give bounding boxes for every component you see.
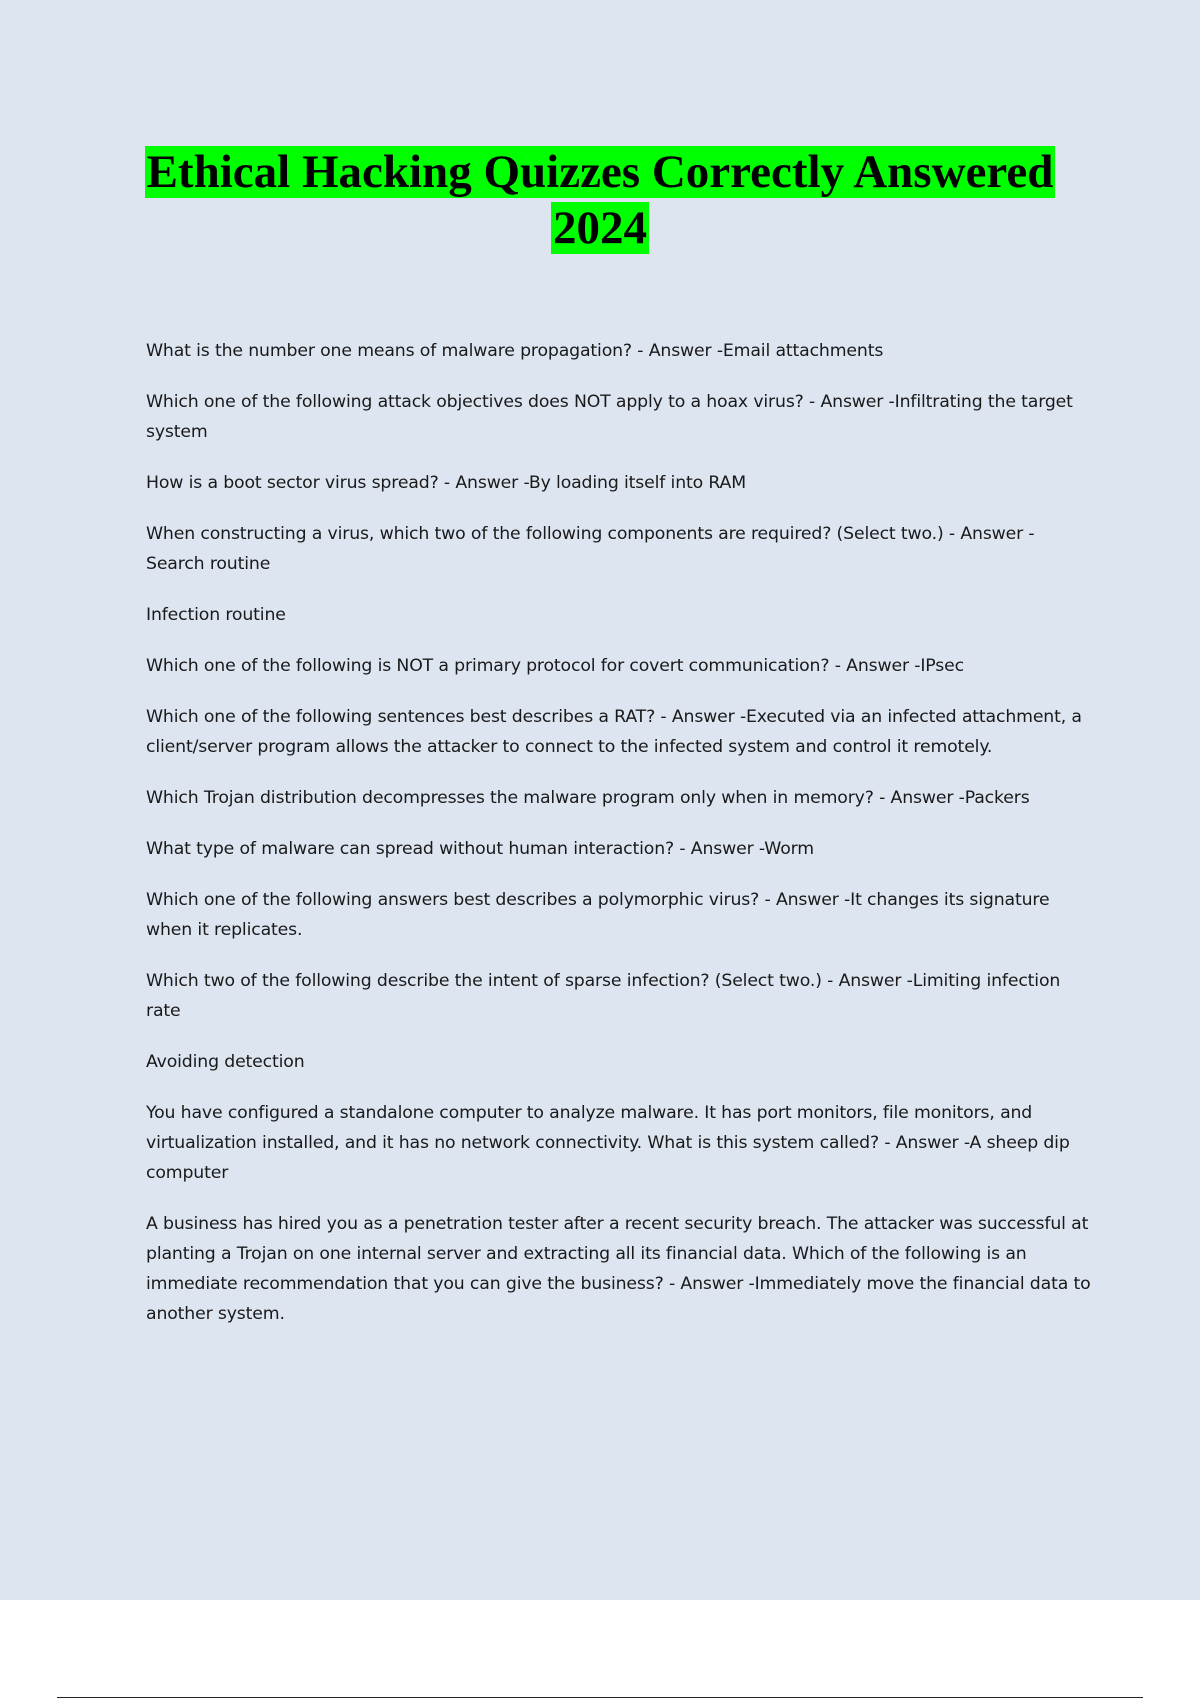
paragraph: What is the number one means of malware propagation? - Answer -Email attachments <box>146 341 884 361</box>
paragraph: You have configured a standalone computer to analyze malware. It has port monitors, file monitors, and virtualization installed, and it has no network connectivity. What is this system called? - Answer -A sheep dip computer <box>146 1103 1070 1183</box>
paragraph: Which one of the following sentences best describes a RAT? - Answer -Executed via an infected attachment, a client/server program allows the attacker to connect to the infected system and control it remotely. <box>146 707 1082 757</box>
title-line-1: Ethical Hacking Quizzes Correctly Answered <box>146 146 1054 198</box>
paragraph: Which two of the following describe the intent of sparse infection? (Select two.) - Answer -Limiting infection rate <box>146 971 1061 1021</box>
paragraph: Infection routine <box>146 605 286 625</box>
paragraph: Which one of the following is NOT a primary protocol for covert communication? - Answer -IPsec <box>146 656 964 676</box>
title-block <box>0 144 1200 256</box>
paragraph: Which Trojan distribution decompresses the malware program only when in memory? - Answer -Packers <box>146 788 1030 808</box>
paragraph: Which one of the following answers best describes a polymorphic virus? - Answer -It changes its signature when it replicates. <box>146 890 1050 940</box>
paragraph: When constructing a virus, which two of the following components are required? (Select two.) - Answer -Search routine <box>146 524 1035 574</box>
paragraph: Which one of the following attack objectives does NOT apply to a hoax virus? - Answer -Infiltrating the target system <box>146 392 1073 442</box>
document-title <box>0 144 1200 256</box>
title-line-2: 2024 <box>553 202 647 254</box>
document-body <box>146 336 1091 1350</box>
footer-divider <box>57 1697 1143 1698</box>
paragraph: Avoiding detection <box>146 1052 305 1072</box>
paragraph: A business has hired you as a penetration tester after a recent security breach. The attacker was successful at planting a Trojan on one internal server and extracting all its financial data. Which of the following is an immediate recommendation that you can give the business? - Answer -Immediately move the financial data to another system. <box>146 1214 1091 1324</box>
paragraph: How is a boot sector virus spread? - Answer -By loading itself into RAM <box>146 473 746 493</box>
paragraph: What type of malware can spread without human interaction? - Answer -Worm <box>146 839 814 859</box>
